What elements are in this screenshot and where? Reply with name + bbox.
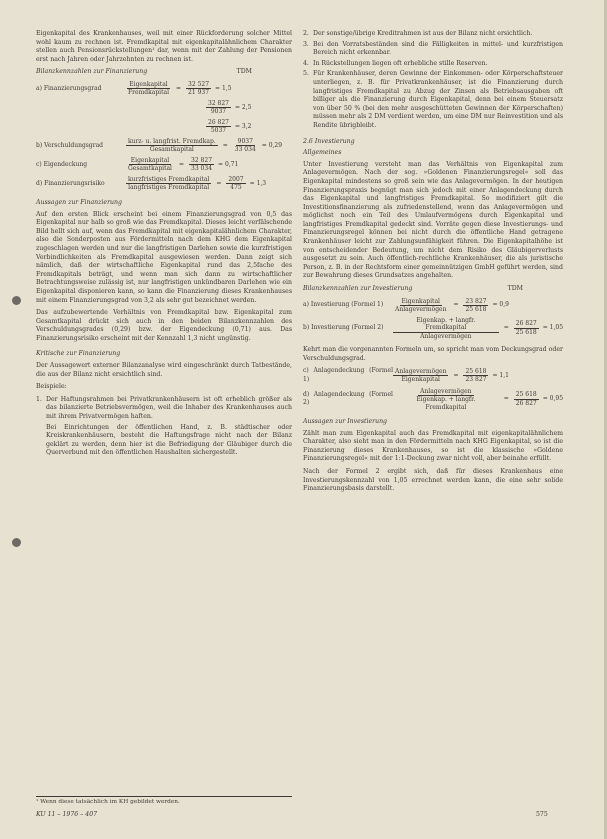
table-header	[36, 68, 292, 77]
list-item	[303, 70, 563, 130]
section-title: Aussagen zur Investierung	[303, 418, 388, 425]
value-numerator: 9037	[237, 137, 253, 145]
value-denominator: 9037	[210, 108, 227, 116]
body-paragraph: Zählt man zum Eigenkapital auch das Fremdkapital mit eigenkapitalähnlichem Charakter, also sieht man in den Fördermitteln nach KHG Eigenkapital, so ist die Finanzierung dieses Krankenhauses, so ist die klassische »Goldene Finanzierungsregel« mit der 1:1-Deckung zwar nicht voll, aber beinahe erfüllt.	[303, 429, 563, 463]
table-title: Bilanzkennzahlen zur Investierung	[303, 285, 413, 293]
list-item-text: In Rückstellungen liegen oft erhebliche stille Reserven.	[313, 59, 488, 67]
value-denominator: 21 937	[188, 89, 210, 97]
formula-fraction	[393, 388, 499, 412]
value-numerator: 32 827	[191, 156, 213, 164]
value-denominator: 5037	[210, 127, 227, 135]
value-denominator: 25 618	[515, 328, 537, 336]
formula-row	[303, 367, 563, 384]
value-numerator: 23 827	[465, 297, 487, 305]
value-fraction	[233, 138, 258, 154]
coverage-ratios-table	[303, 367, 563, 411]
formula-label: d) Finanzierungsrisiko	[36, 179, 105, 187]
value-fraction	[463, 368, 488, 384]
fraction-numerator: Eigenkapital	[130, 156, 170, 164]
formula-row	[36, 81, 292, 97]
list-item-text: Bei den Vorratsbeständen sind die Fälligkeiten in mittel- und kurzfristigen Bereich nicht erkennbar.	[313, 40, 563, 57]
list-item-text: Für Krankenhäuser, deren Gewinne der Einkommen- oder Körperschaftsteuer unterliegen, z. B. für Privatkrankenhäuser, ist die Finanzierung durch langfristiges Fremdkapital zu Abzug der Zinsen als Betriebsausgaben oft billiger als die Finanzierung durch Eigenkapital, denn bei einem Steuersatz von über 50 % (bei den mehr ausgeschütteten Gewinnen der Körperschaften) müssen mehr als 2 DM verdient werden, um eine DM nur Reinvestition und als Rendite übrigbleibt.	[313, 70, 563, 129]
value-fraction	[226, 176, 245, 192]
fraction-numerator: Anlagevermögen	[395, 367, 447, 375]
fraction-denominator: Fremdkapital	[128, 89, 169, 97]
value-fraction	[206, 100, 231, 116]
section-heading	[303, 138, 563, 147]
fraction-denominator: Eigenkap. + langfr. Fremdkapital	[416, 396, 476, 411]
fraction-denominator: Eigenkapital	[401, 376, 440, 384]
value-denominator: 23 827	[465, 376, 487, 384]
table-title: Bilanzkennzahlen zur Finanzierung	[36, 68, 148, 76]
formula-row	[303, 388, 563, 412]
numbered-list	[36, 396, 292, 458]
formula-fraction	[126, 81, 171, 97]
formula-result: = 0,29	[261, 141, 283, 149]
value-numerator: 25 618	[515, 391, 537, 399]
formula-fraction	[393, 317, 499, 341]
value-numerator: 32 527	[188, 80, 210, 88]
formula-result: = 1,05	[542, 324, 564, 332]
section-title: Aussagen zur Finanzierung	[36, 198, 122, 206]
left-column	[36, 30, 292, 462]
numbered-list	[303, 30, 563, 131]
fraction-denominator: Gesamtkapital	[149, 146, 194, 154]
fraction-denominator: Anlagevermögen	[420, 332, 472, 340]
list-item-number: 4.	[303, 59, 309, 67]
formula-row	[36, 176, 292, 192]
value-fraction	[186, 81, 211, 97]
formula-label: c) Eigendeckung	[36, 160, 88, 168]
list-item-number: 1.	[36, 395, 42, 403]
list-item	[303, 41, 563, 58]
page-number: 575	[536, 811, 548, 818]
fraction-numerator: kurz- u. langfrist. Fremdkap.	[128, 137, 216, 145]
value-numerator: 25 618	[465, 367, 487, 375]
list-item	[303, 30, 563, 39]
equals-sign: =	[216, 179, 222, 187]
fraction-numerator: Eigenkap. + langfr. Fremdkapital	[393, 317, 499, 333]
body-paragraph: Das aufzubewertende Verhältnis von Fremdkapital bzw. Eigenkapital zum Gesamtkapital drückt sich auch in den beiden Bilanzkennzahlen des Verschuldungsgrades (0,29) bzw. der Eigendeckung (0,71) aus. Das Finanzierungsrisiko erscheint mit der Kennzahl 1,3 nicht ungünstig.	[36, 309, 292, 342]
list-item-number: 2.	[303, 30, 309, 37]
list-item-number: 5.	[303, 70, 309, 78]
intro-paragraph: Eigenkapital des Krankenhauses, weil mit einer Rückforderung solcher Mittel wohl kaum zu rechnen ist. Fremdkapital mit eigenkapitalähnlichem Charakter stellen auch Pensionsrückstellungen¹ dar, wenn mit der Zahlung der Pensionen erst nach Jahren oder Jahrzehnten zu rechnen ist.	[36, 30, 292, 63]
subsection-title: Allgemeines	[303, 149, 342, 157]
value-numerator: 26 827	[208, 118, 229, 126]
table-header	[303, 285, 563, 294]
example-label: Beispiele:	[36, 383, 67, 391]
equals-sign: =	[178, 160, 185, 168]
formula-label: d) Anlagendeckung (Formel 2)	[303, 390, 393, 407]
formula-result: = 0,9	[492, 301, 509, 309]
section-number: 2.6	[303, 137, 313, 145]
value-denominator: 25 618	[465, 306, 487, 314]
fraction-numerator: Anlagevermögen	[420, 387, 472, 395]
table-unit: TDM	[507, 285, 523, 293]
formula-fraction	[126, 157, 174, 173]
formula-result: = 0,95	[542, 394, 564, 402]
formula-result: = 3,2	[235, 122, 252, 130]
formula-list	[36, 81, 292, 192]
value-fraction	[514, 320, 539, 336]
fraction-denominator: langfristiges Fremdkapital	[128, 184, 210, 192]
equals-sign: =	[503, 394, 509, 402]
punch-hole	[12, 538, 21, 547]
formula-result: = 1,5	[215, 84, 232, 92]
formula-row	[36, 157, 292, 173]
formula-result: = 2,5	[235, 103, 252, 111]
list-item	[36, 396, 292, 422]
value-denominator: 33 034	[191, 165, 213, 173]
value-numerator: 2007	[228, 175, 244, 183]
formula-row	[303, 298, 563, 314]
formula-row	[36, 138, 292, 154]
formula-result: = 1,3	[249, 179, 267, 187]
list-item-text: Bei Einrichtungen der öffentlichen Hand, z. B. städtischer oder Kreiskrankenhäusern, besteht die Haftungsfrage nicht nach der Bilanz geklärt zu werden, denn hier ist die Befriedigung der Gläubiger durch die Querverbund mit den öffentlichen Haushalten sichergestellt.	[46, 423, 292, 457]
right-column	[303, 30, 563, 498]
value-fraction	[463, 298, 488, 314]
investment-ratios-table	[303, 285, 563, 340]
equals-sign: =	[176, 84, 182, 92]
equals-sign: =	[503, 324, 509, 332]
value-fraction	[189, 157, 214, 173]
body-paragraph: Der Aussagewert externer Bilanzanalyse wird eingeschränkt durch Tatbestände, die aus der Bilanz nicht ersichtlich sind.	[36, 362, 292, 378]
body-paragraph: Kehrt man die vorgenannten Formeln um, so spricht man vom Deckungsgrad oder Verschuldungsgrad.	[303, 346, 563, 362]
formula-row	[303, 317, 563, 341]
formula-list	[303, 367, 563, 411]
list-item	[303, 60, 563, 69]
formula-row	[36, 100, 292, 116]
fraction-numerator: Eigenkapital	[129, 80, 168, 88]
formula-label: a) Finanzierungsgrad	[36, 84, 102, 92]
section-title: Investierung	[314, 137, 355, 145]
formula-result: = 1,1	[492, 371, 509, 379]
fraction-denominator: Gesamtkapital	[128, 165, 172, 173]
formula-list	[303, 298, 563, 341]
value-denominator: 26 827	[515, 399, 537, 407]
equals-sign: =	[453, 371, 459, 379]
list-item-number: 3.	[303, 40, 309, 48]
formula-fraction	[126, 176, 211, 192]
financing-ratios-table	[36, 68, 292, 192]
value-fraction	[206, 119, 231, 135]
body-paragraph: Auf den ersten Blick erscheint bei einem Finanzierungsgrad von 0,5 das Eigenkapital nur halb so groß wie das Fremdkapital. Dieses leicht verfälschende Bild hellt sich auf, wenn das Fremdkapital mit eigenkapitalähnlichem Charakter, also die Sonderposten aus Fördermitteln nach dem KHG dem Eigenkapital zugeschlagen werden und nur die langfristigen Darlehen sowie die kurzfristigen Verbindlichkeiten als Fremdkapital ausgewiesen werden. Dann zeigt sich nämlich, daß der wirtschaftliche Eigenkapital rund das 2,5fache des Fremdkapitals beträgt, und wenn man sich dann zu wirtschaftlicher Betrachtungsweise zulässig ist, nur langfristigen unkündbaren Darlehen wie ein Eigenkapital disponieren kann, so kann die Finanzierung dieses Krankenhauses mit einem Finanzierungsgrad von 3,2 als sehr gut bezeichnet werden.	[36, 210, 292, 304]
equals-sign: =	[222, 141, 228, 149]
section-title: Kritische zur Finanzierung	[36, 350, 121, 358]
formula-fraction	[126, 138, 218, 154]
formula-label: c) Anlagendeckung (Formel 1)	[303, 367, 393, 383]
table-unit: TDM	[236, 68, 252, 76]
formula-label: b) Investierung (Formel 2)	[303, 324, 384, 332]
list-item	[36, 424, 292, 458]
formula-fraction	[393, 368, 448, 384]
formula-fraction	[393, 298, 448, 314]
formula-label: b) Verschuldungsgrad	[36, 141, 103, 149]
formula-label: a) Investierung (Formel 1)	[303, 301, 384, 309]
value-denominator: 33 034	[234, 146, 256, 154]
fraction-numerator: kurzfristiges Fremdkapital	[128, 175, 210, 183]
journal-reference: KU 11 – 1976 – 407	[36, 811, 98, 818]
fraction-numerator: Eigenkapital	[401, 297, 440, 305]
list-item-text: Der sonstige/übrige Kreditrahmen ist aus der Bilanz nicht ersichtlich.	[313, 30, 533, 37]
list-item-text: Der Haftungsrahmen bei Privatkrankenhäusern ist oft erheblich größer als das bilanzierte Betriebsvermögen, weil die Inhaber des Krankenhauses auch mit ihrem Privatvermögen haften.	[46, 395, 292, 421]
formula-result: = 0,71	[218, 160, 239, 168]
equals-sign: =	[453, 301, 459, 309]
body-paragraph: Nach der Formel 2 ergibt sich, daß für dieses Krankenhaus eine Investierungskennzahl von 1,05 errechnet werden kann, die eine sehr solide Finanzierungsbasis darstellt.	[303, 467, 563, 493]
value-numerator: 26 827	[515, 320, 537, 328]
punch-hole	[12, 296, 21, 305]
value-fraction	[514, 391, 539, 407]
formula-row	[36, 119, 292, 135]
body-paragraph: Unter Investierung versteht man das Verhältnis von Eigenkapital zum Anlagevermögen. Nach der sog. »Goldenen Finanzierungsregel« soll das Eigenkapital mindestens so groß sein wie das Anlagevermögen. In der heutigen Finanzierungspraxis begnügt man sich jedoch mit einer Anlagendeckung durch das Eigenkapital und langfristiges Fremdkapital. So modifiziert gilt die Investitionsfinanzierung als zufriedenstellend, wenn das Anlagevermögen und möglichst noch ein Teil des Umlaufvermögens durch Eigenkapital und langfristiges Fremdkapital gedeckt sind. Vorräte gegen diese Investierungs- und Finanzierungsregel können bei nicht durch die öffentliche Hand getragene Krankenhäuser leicht zur Zahlungsunfähigkeit führen. Die Eigenkapitalhöhe ist von entscheidender Bedeutung, um nicht dem Risiko des Gläubigerverlusts ausgesetzt zu sein. Auch öffentlich-rechtliche Krankenhäuser, die als juristische Person, z. B. in der Rechtsform einer gemeinnützigen GmbH geführt werden, sind zur Bewahrung dieses Grundsatzes angehalten.	[303, 160, 563, 280]
value-denominator: 475	[230, 184, 242, 192]
value-numerator: 32 827	[208, 99, 229, 107]
fraction-denominator: Anlagevermögen	[395, 306, 447, 314]
footnote: ¹ Wenn diese tatsächlich im KH gebildet werden.	[36, 796, 292, 805]
